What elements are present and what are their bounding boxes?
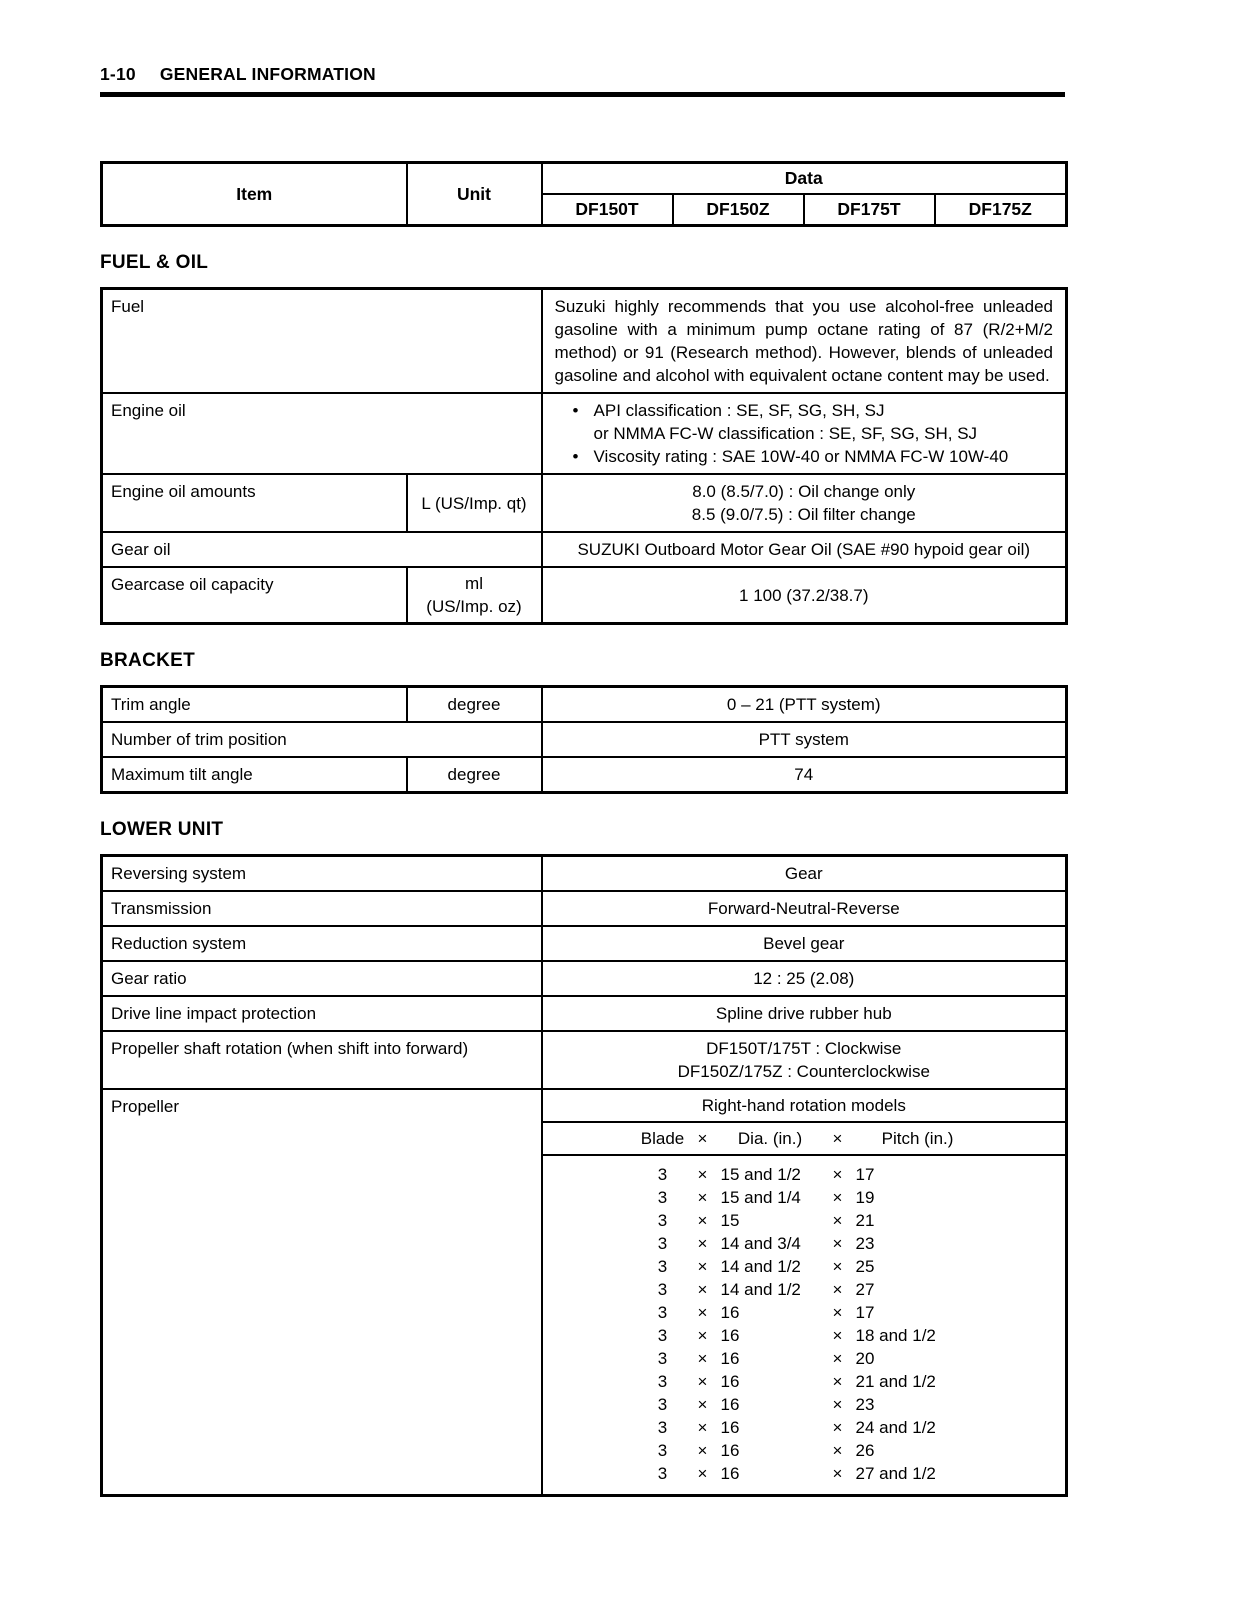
propeller-spec-row — [543, 1416, 1066, 1439]
table-row-engine-oil-amounts — [102, 474, 1067, 532]
section-title-lower-unit: LOWER UNIT — [100, 819, 224, 840]
blade-value: 3 — [657, 1418, 668, 1437]
section-title-fuel-oil: FUEL & OIL — [100, 252, 209, 273]
spec-item-transmission: Transmission — [102, 891, 542, 926]
table-row-transmission — [102, 891, 1067, 926]
engine-oil-line-2 — [573, 422, 1054, 445]
propeller-spec-row — [543, 1186, 1066, 1209]
dia-value: 14 and 1/2 — [720, 1257, 801, 1276]
multiply-sign: × — [697, 1165, 708, 1184]
pitch-value: 18 and 1/2 — [855, 1326, 936, 1345]
propeller-col-pitch: Pitch (in.) — [881, 1129, 954, 1148]
pitch-value: 27 — [855, 1280, 875, 1299]
spec-value-gear-ratio: 12 : 25 (2.08) — [542, 961, 1067, 996]
page-title: GENERAL INFORMATION — [159, 64, 376, 84]
multiply-sign: × — [832, 1349, 843, 1368]
page-number: 1-10 — [100, 64, 136, 84]
blade-value: 3 — [657, 1257, 668, 1276]
blade-value: 3 — [657, 1372, 668, 1391]
spec-value-drive-line: Spline drive rubber hub — [542, 996, 1067, 1031]
dia-value: 16 — [720, 1303, 740, 1322]
model-header-df175z: DF175Z — [935, 194, 1067, 226]
spec-value-reduction-system: Bevel gear — [542, 926, 1067, 961]
multiply-sign: × — [832, 1395, 843, 1414]
dia-value: 14 and 3/4 — [720, 1234, 801, 1253]
multiply-sign: × — [697, 1372, 708, 1391]
propeller-spec-row — [543, 1301, 1066, 1324]
multiply-sign: × — [697, 1129, 708, 1148]
blade-value: 3 — [657, 1303, 668, 1322]
blade-value: 3 — [657, 1165, 668, 1184]
spec-item-engine-oil-amounts: Engine oil amounts — [102, 474, 407, 532]
unit-column-header: Unit — [407, 163, 542, 226]
fuel-oil-table — [100, 287, 1068, 625]
pitch-value: 21 and 1/2 — [855, 1372, 936, 1391]
table-row-shaft-rotation — [102, 1031, 1067, 1089]
blade-value: 3 — [657, 1395, 668, 1414]
header-rule — [100, 92, 1065, 97]
dia-value: 16 — [720, 1464, 740, 1483]
spec-header-table — [100, 161, 1068, 227]
propeller-spec-row — [543, 1347, 1066, 1370]
spec-unit-tilt-angle: degree — [407, 757, 542, 793]
spec-value-transmission: Forward-Neutral-Reverse — [542, 891, 1067, 926]
blade-value: 3 — [657, 1441, 668, 1460]
dia-value: 15 and 1/4 — [720, 1188, 801, 1207]
model-header-df175t: DF175T — [804, 194, 935, 226]
propeller-col-blade: Blade — [640, 1129, 685, 1148]
spec-value-fuel: Suzuki highly recommends that you use alcohol-free unleaded gasoline with a minimum pump octane rating of 87 (R/2+M/2 method) or 91 (Research method). However, blends of unleaded gasoline and alcohol with equivalent octane content may be used. — [542, 289, 1067, 394]
dia-value: 16 — [720, 1349, 740, 1368]
engine-oil-line-3 — [573, 445, 1054, 468]
spec-value-tilt-angle: 74 — [542, 757, 1067, 793]
gearcase-unit-line-1: ml — [465, 574, 483, 593]
spec-value-engine-oil — [542, 393, 1067, 474]
multiply-sign: × — [832, 1234, 843, 1253]
blade-value: 3 — [657, 1464, 668, 1483]
spec-item-fuel: Fuel — [102, 289, 542, 394]
dia-value: 15 — [720, 1211, 740, 1230]
multiply-sign: × — [832, 1464, 843, 1483]
table-row-trim-position — [102, 722, 1067, 757]
pitch-value: 17 — [855, 1165, 875, 1184]
spec-item-trim-position: Number of trim position — [102, 722, 542, 757]
table-row-gear-ratio — [102, 961, 1067, 996]
table-row-trim-angle — [102, 687, 1067, 723]
multiply-sign: × — [832, 1257, 843, 1276]
multiply-sign: × — [832, 1441, 843, 1460]
spec-item-trim-angle: Trim angle — [102, 687, 407, 723]
section-title-bracket: BRACKET — [100, 650, 195, 671]
pitch-value: 17 — [855, 1303, 875, 1322]
page-content — [100, 0, 1065, 1497]
spec-item-reversing-system: Reversing system — [102, 856, 542, 892]
multiply-sign: × — [697, 1464, 708, 1483]
blade-value: 3 — [657, 1234, 668, 1253]
pitch-value: 26 — [855, 1441, 875, 1460]
oil-amount-line-2: 8.5 (9.0/7.5) : Oil filter change — [691, 505, 916, 524]
lower-unit-table — [100, 854, 1068, 1497]
spec-value-shaft-rotation — [542, 1031, 1067, 1089]
propeller-col-dia: Dia. (in.) — [737, 1129, 803, 1148]
dia-value: 16 — [720, 1372, 740, 1391]
multiply-sign: × — [832, 1165, 843, 1184]
multiply-sign: × — [697, 1234, 708, 1253]
propeller-spec-row — [543, 1370, 1066, 1393]
spec-value-gear-oil: SUZUKI Outboard Motor Gear Oil (SAE #90 hypoid gear oil) — [542, 532, 1067, 567]
propeller-spec-row — [543, 1255, 1066, 1278]
pitch-value: 23 — [855, 1234, 875, 1253]
blade-value: 3 — [657, 1326, 668, 1345]
multiply-sign: × — [697, 1441, 708, 1460]
table-row-drive-line — [102, 996, 1067, 1031]
dia-value: 16 — [720, 1395, 740, 1414]
multiply-sign: × — [697, 1188, 708, 1207]
engine-oil-line-1 — [573, 399, 1054, 422]
table-row-gear-oil — [102, 532, 1067, 567]
gearcase-unit-line-2: (US/Imp. oz) — [426, 597, 522, 616]
propeller-spec-row — [543, 1324, 1066, 1347]
multiply-sign: × — [832, 1303, 843, 1322]
table-row-tilt-angle — [102, 757, 1067, 793]
multiply-sign: × — [697, 1349, 708, 1368]
propeller-spec-list — [543, 1156, 1066, 1494]
table-row-gearcase-capacity — [102, 567, 1067, 624]
pitch-value: 24 and 1/2 — [855, 1418, 936, 1437]
pitch-value: 27 and 1/2 — [855, 1464, 936, 1483]
propeller-column-headers — [543, 1123, 1066, 1156]
shaft-rotation-line-2: DF150Z/175Z : Counterclockwise — [677, 1062, 930, 1081]
pitch-value: 21 — [855, 1211, 875, 1230]
propeller-spec-row — [543, 1278, 1066, 1301]
dia-value: 16 — [720, 1326, 740, 1345]
propeller-spec-row — [543, 1462, 1066, 1485]
engine-oil-line-1-text: API classification : SE, SF, SG, SH, SJ — [593, 401, 885, 420]
pitch-value: 20 — [855, 1349, 875, 1368]
bullet-icon: • — [572, 447, 579, 466]
table-row-propeller — [102, 1089, 1067, 1496]
spec-item-reduction-system: Reduction system — [102, 926, 542, 961]
multiply-sign: × — [832, 1280, 843, 1299]
blade-value: 3 — [657, 1211, 668, 1230]
blade-value: 3 — [657, 1188, 668, 1207]
pitch-value: 25 — [855, 1257, 875, 1276]
dia-value: 14 and 1/2 — [720, 1280, 801, 1299]
dia-value: 16 — [720, 1441, 740, 1460]
spec-value-gearcase-capacity: 1 100 (37.2/38.7) — [542, 567, 1067, 624]
table-row-reduction-system — [102, 926, 1067, 961]
blade-value: 3 — [657, 1280, 668, 1299]
spec-item-engine-oil: Engine oil — [102, 393, 542, 474]
multiply-sign: × — [832, 1326, 843, 1345]
multiply-sign: × — [832, 1188, 843, 1207]
spec-unit-gearcase-capacity — [407, 567, 542, 624]
spec-item-gearcase-capacity: Gearcase oil capacity — [102, 567, 407, 624]
multiply-sign: × — [832, 1418, 843, 1437]
multiply-sign: × — [697, 1326, 708, 1345]
spec-item-tilt-angle: Maximum tilt angle — [102, 757, 407, 793]
table-row — [102, 163, 1067, 195]
propeller-spec-row — [543, 1232, 1066, 1255]
propeller-spec-row — [543, 1163, 1066, 1186]
spec-value-engine-oil-amounts — [542, 474, 1067, 532]
multiply-sign: × — [832, 1211, 843, 1230]
model-header-df150t: DF150T — [542, 194, 673, 226]
data-column-header: Data — [542, 163, 1067, 195]
spec-item-gear-ratio: Gear ratio — [102, 961, 542, 996]
bracket-table — [100, 685, 1068, 794]
spec-value-trim-position: PTT system — [542, 722, 1067, 757]
item-column-header: Item — [102, 163, 407, 226]
dia-value: 16 — [720, 1418, 740, 1437]
spec-value-trim-angle: 0 – 21 (PTT system) — [542, 687, 1067, 723]
propeller-spec-row — [543, 1393, 1066, 1416]
pitch-value: 23 — [855, 1395, 875, 1414]
spec-value-propeller — [542, 1089, 1067, 1496]
oil-amount-line-1: 8.0 (8.5/7.0) : Oil change only — [692, 482, 916, 501]
bullet-icon: • — [572, 401, 579, 420]
multiply-sign: × — [832, 1129, 843, 1148]
multiply-sign: × — [697, 1303, 708, 1322]
engine-oil-line-3-text: Viscosity rating : SAE 10W-40 or NMMA FC-W 10W-40 — [593, 447, 1009, 466]
propeller-spec-row — [543, 1439, 1066, 1462]
multiply-sign: × — [697, 1418, 708, 1437]
propeller-heading: Right-hand rotation models — [543, 1090, 1066, 1123]
multiply-sign: × — [697, 1211, 708, 1230]
table-row-fuel — [102, 289, 1067, 394]
spec-value-reversing-system: Gear — [542, 856, 1067, 892]
spec-item-shaft-rotation: Propeller shaft rotation (when shift into forward) — [102, 1031, 542, 1089]
spec-item-drive-line: Drive line impact protection — [102, 996, 542, 1031]
propeller-spec-row — [543, 1209, 1066, 1232]
model-header-df150z: DF150Z — [673, 194, 804, 226]
spec-unit-engine-oil-amounts: L (US/Imp. qt) — [407, 474, 542, 532]
table-row-reversing-system — [102, 856, 1067, 892]
multiply-sign: × — [697, 1257, 708, 1276]
table-row-engine-oil — [102, 393, 1067, 474]
page-header — [100, 64, 1065, 85]
pitch-value: 19 — [855, 1188, 875, 1207]
spec-unit-trim-angle: degree — [407, 687, 542, 723]
multiply-sign: × — [697, 1395, 708, 1414]
spec-item-propeller: Propeller — [102, 1089, 542, 1496]
multiply-sign: × — [832, 1372, 843, 1391]
engine-oil-line-2-text: or NMMA FC-W classification : SE, SF, SG, SH, SJ — [593, 424, 978, 443]
blade-value: 3 — [657, 1349, 668, 1368]
dia-value: 15 and 1/2 — [720, 1165, 801, 1184]
spec-item-gear-oil: Gear oil — [102, 532, 542, 567]
shaft-rotation-line-1: DF150T/175T : Clockwise — [706, 1039, 902, 1058]
multiply-sign: × — [697, 1280, 708, 1299]
